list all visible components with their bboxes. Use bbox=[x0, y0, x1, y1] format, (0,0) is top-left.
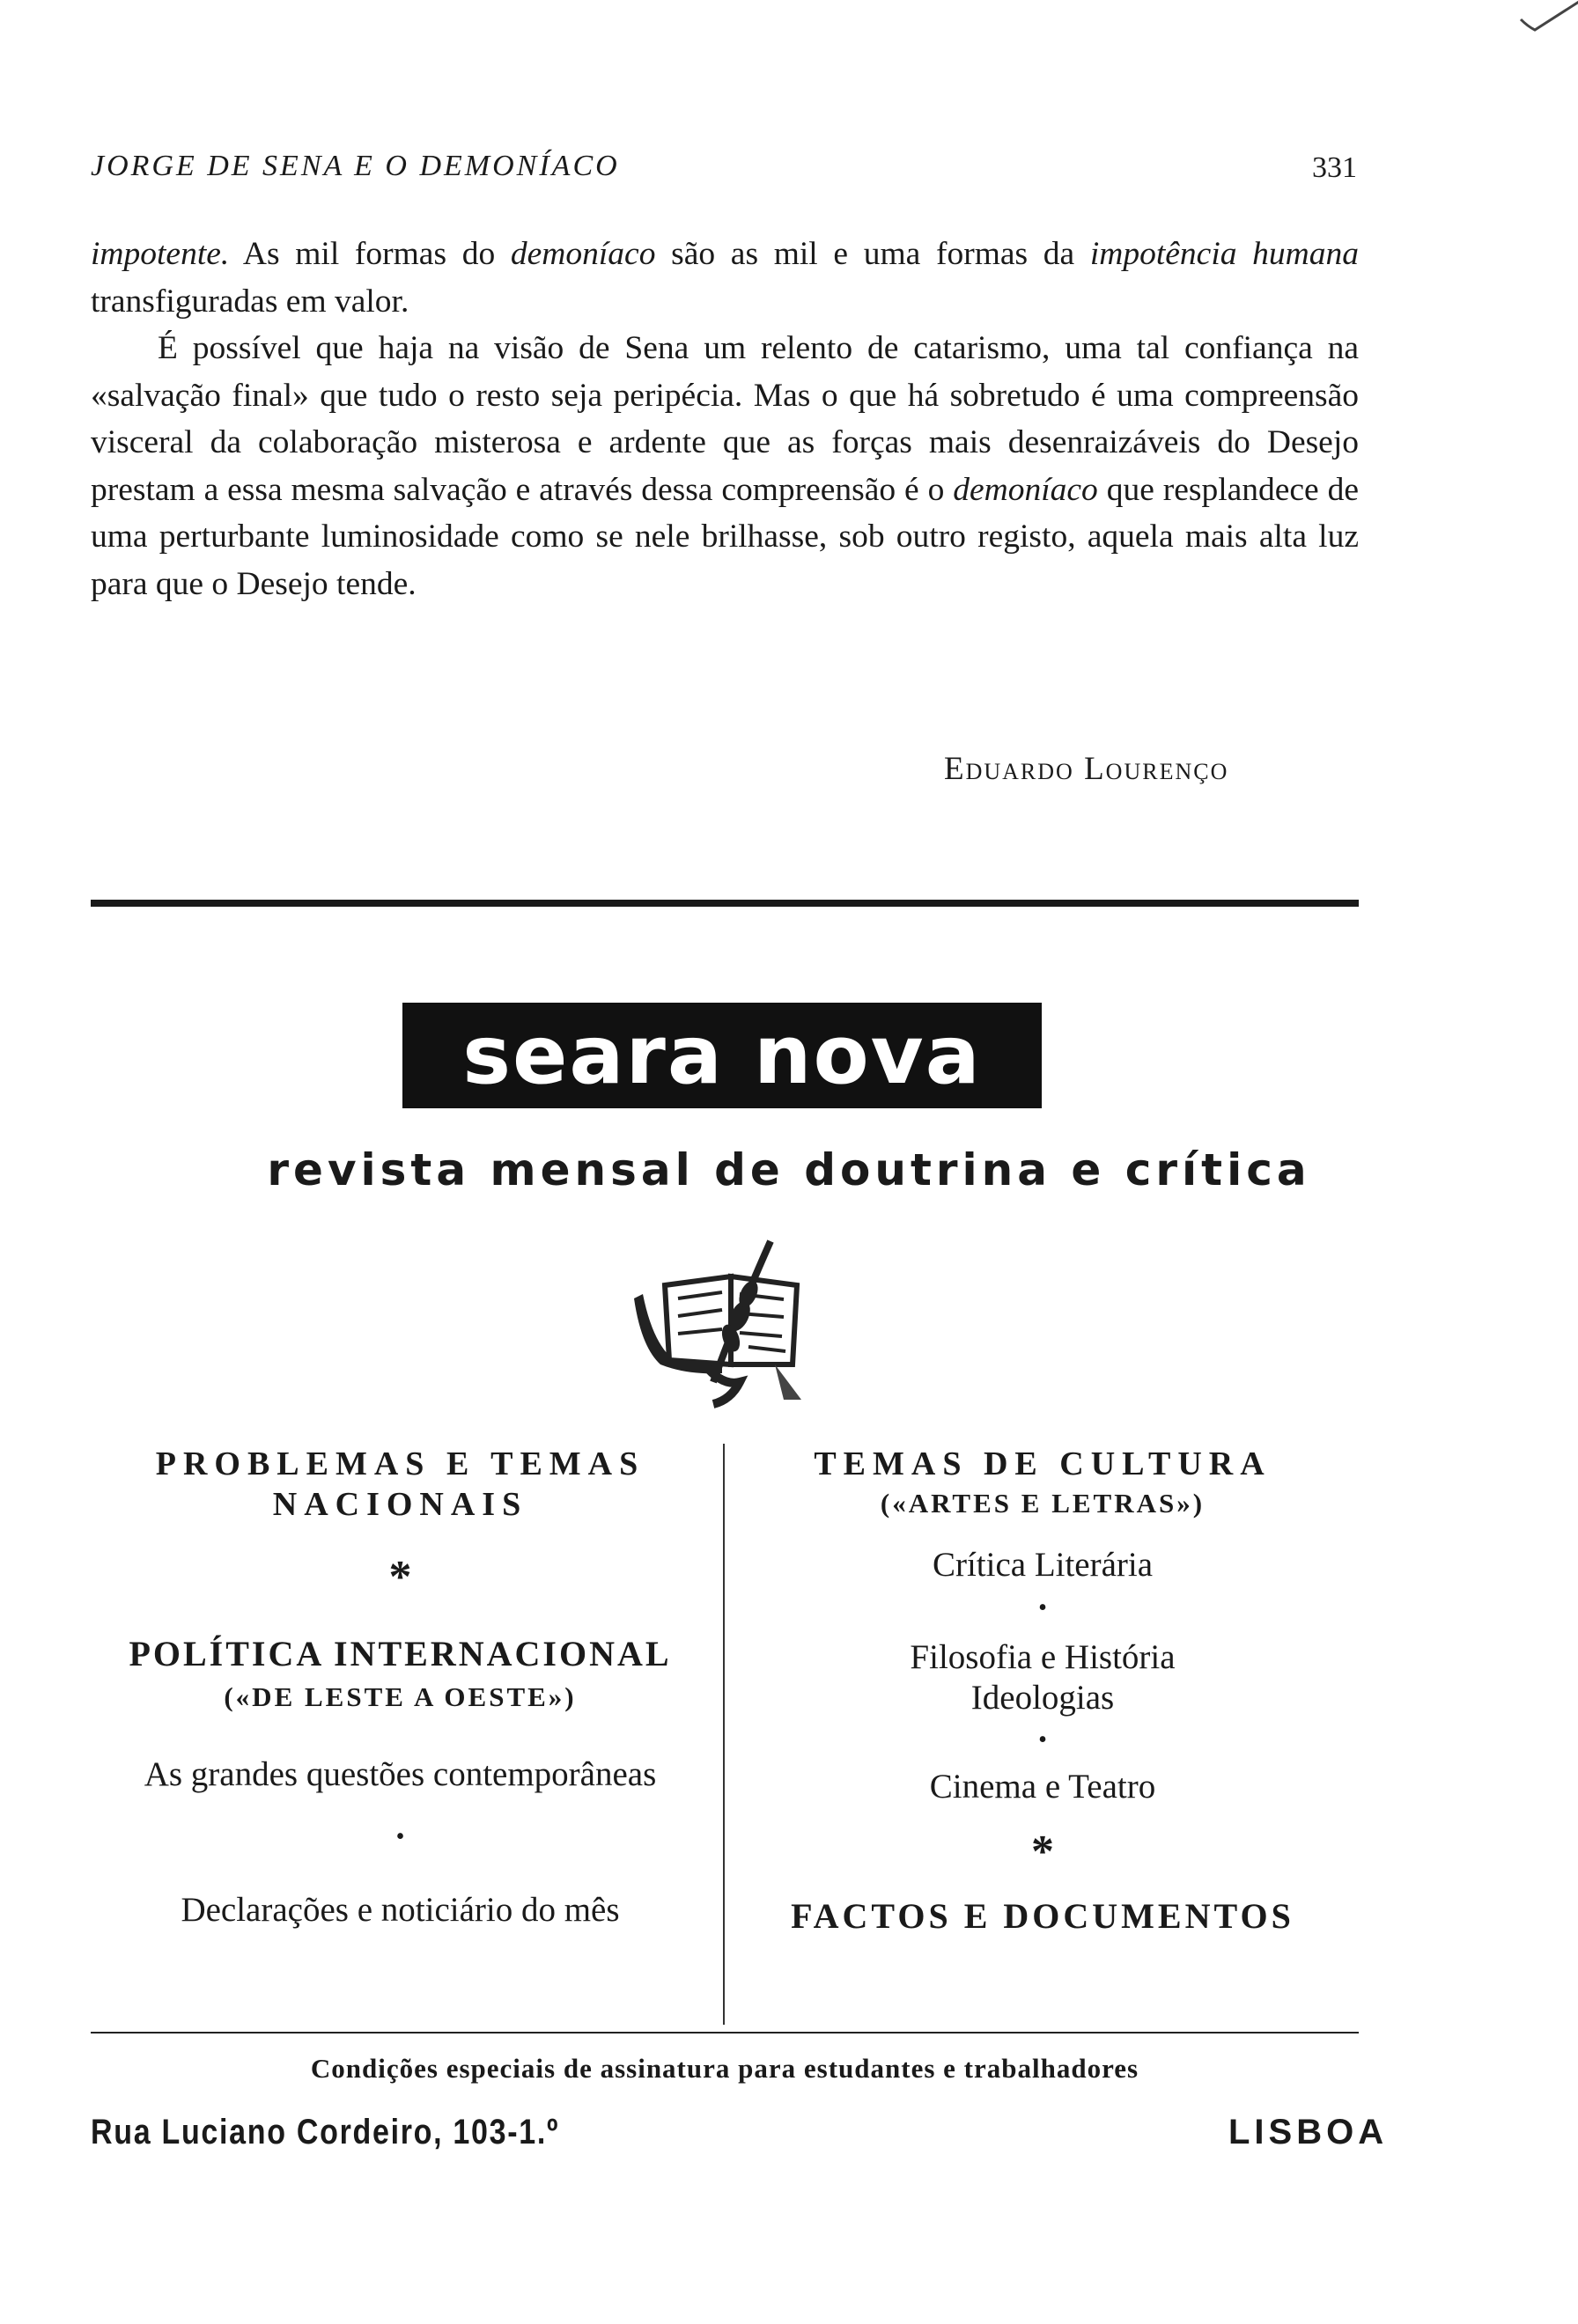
heading-problemas-line1: PROBLEMAS E TEMAS bbox=[155, 1445, 645, 1482]
advert-left-column bbox=[91, 1444, 710, 1931]
item-ideologias: Ideologias bbox=[970, 1679, 1115, 1717]
subscription-conditions: Condições especiais de assinatura para estudantes e trabalhadores bbox=[310, 2053, 1139, 2084]
bullet-separator: • bbox=[395, 1823, 405, 1850]
article-body bbox=[91, 231, 1359, 607]
heading-factos-documentos: FACTOS E DOCUMENTOS bbox=[791, 1896, 1294, 1936]
heading-politica-sub: («DE LESTE A OESTE») bbox=[224, 1681, 577, 1712]
heading-temas-cultura-sub: («ARTES E LETRAS») bbox=[880, 1488, 1206, 1519]
page-number: 331 bbox=[1312, 151, 1357, 184]
column-divider bbox=[723, 1444, 725, 2025]
asterisk-separator: * bbox=[1031, 1827, 1054, 1877]
author-signature: Eduardo Lourenço bbox=[944, 751, 1229, 787]
magazine-banner bbox=[402, 1003, 1042, 1108]
item-cinema-teatro: Cinema e Teatro bbox=[929, 1768, 1156, 1806]
bullet-separator: • bbox=[1038, 1594, 1047, 1622]
item-critica-literaria: Crítica Literária bbox=[932, 1546, 1154, 1584]
item-grandes-questoes: As grandes questões contemporâneas bbox=[144, 1755, 657, 1793]
advert-right-column bbox=[726, 1444, 1359, 1937]
publisher-city: LISBOA bbox=[1228, 2113, 1389, 2151]
item-filosofia-historia: Filosofia e História bbox=[910, 1638, 1176, 1676]
pencil-tick-mark bbox=[1519, 0, 1578, 35]
running-header-title: JORGE DE SENA E O DEMONÍACO bbox=[91, 150, 620, 182]
magazine-subtitle: revista mensal de doutrina e crítica bbox=[267, 1144, 1311, 1195]
asterisk-separator: * bbox=[388, 1552, 412, 1602]
section-divider bbox=[91, 900, 1359, 907]
paragraph-2: É possível que haja na visão de Sena um relento de catarismo, uma tal confiança na «salvação final» que tudo o resto seja peripécia. Mas o que há sobretudo é uma compreensão visceral da colaboração misterosa e ardente que as forças mais desenraizáveis do Desejo prestam a essa mesma salvação e através dessa compreensão é o demoníaco que resplandece de uma perturbante luminosidade como se nele brilhasse, sob outro registo, aquela mais alta luz para que o Desejo tende. bbox=[91, 330, 1359, 602]
magazine-name: seara nova bbox=[462, 1008, 982, 1102]
paragraph-1: impotente. As mil formas do demoníaco são as mil e uma formas da impotência humana transfiguradas em valor. bbox=[91, 236, 1359, 320]
book-wheat-emblem-icon bbox=[616, 1232, 837, 1408]
footer-rule bbox=[91, 2032, 1359, 2034]
item-declaracoes: Declarações e noticiário do mês bbox=[181, 1891, 620, 1929]
bullet-separator: • bbox=[1038, 1726, 1047, 1754]
heading-problemas-line2: NACIONAIS bbox=[272, 1486, 528, 1523]
heading-temas-cultura: TEMAS DE CULTURA bbox=[814, 1445, 1272, 1482]
heading-politica: POLÍTICA INTERNACIONAL bbox=[129, 1634, 672, 1673]
publisher-address: Rua Luciano Cordeiro, 103-1.º bbox=[91, 2113, 560, 2151]
